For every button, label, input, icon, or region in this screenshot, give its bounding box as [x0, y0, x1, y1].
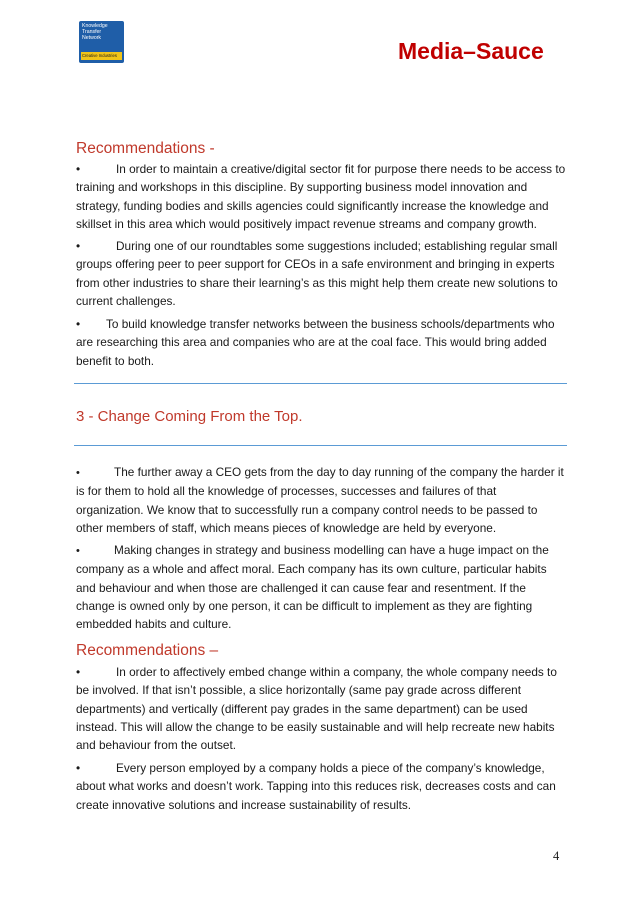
recommendation-1-item-2: [76, 237, 566, 310]
paragraph-text: To build knowledge transfer networks between the business schools/departments who are researching this area and companies who are at the coal face. This would bring added benefit to both.: [76, 317, 555, 368]
paragraph-text: The further away a CEO gets from the day to day running of the company the harder it is for them to hold all the knowledge of processes, successes and failures of that organization. We know that to successfully run a company control needs to be passed to other members of staff, which means pieces of knowledge are held by everyone.: [76, 465, 564, 535]
logo-text: [82, 23, 108, 41]
recommendation-2-item-2: [76, 759, 566, 814]
bullet: •: [76, 545, 80, 557]
recommendation-2-item-1: [76, 663, 566, 754]
recommendation-1-item-1: [76, 160, 566, 233]
bullet: •: [76, 761, 81, 775]
section-divider-bottom: [74, 445, 567, 446]
logo-band: Creative Industries: [81, 52, 122, 60]
recommendations-heading-1: Recommendations -: [76, 140, 215, 157]
section-3-item-2: [76, 541, 566, 633]
paragraph-text: Making changes in strategy and business modelling can have a huge impact on the company as a whole and affect moral. Each company has its own culture, particular habits and behaviour and when those are challenged it can cause fear and resentment. If the change is owned only by one person, it can be difficult to implement as they are fighting embedded habits and culture.: [76, 543, 549, 632]
logo-line-3: Network: [82, 35, 102, 41]
recommendations-heading-2: Recommendations –: [76, 642, 219, 659]
bullet: •: [76, 317, 81, 331]
recommendation-1-item-3: [76, 315, 566, 370]
paragraph-text: During one of our roundtables some suggestions included; establishing regular small groups offering peer to peer support for CEOs in a safe environment and bringing in experts from other industries to share their learning’s as this might help them create new solutions to current challenges.: [76, 239, 558, 308]
knowledge-transfer-network-logo: [79, 21, 124, 63]
section-3-heading: 3 - Change Coming From the Top.: [76, 408, 303, 425]
paragraph-text: Every person employed by a company holds a piece of the company’s knowledge, about what works and doesn’t work. Tapping into this reduces risk, decreases costs and can create innovative solutions and increase sustainability of results.: [76, 761, 556, 812]
paragraph-text: In order to affectively embed change within a company, the whole company needs to be involved. If that isn’t possible, a slice horizontally (same pay grade across different departments) and vertically (different pay grades in the same department) can be used instead. This will allow the change to be easily sustainable and will help recreate new habits and behaviour from the outset.: [76, 665, 557, 753]
brand-title: Media–Sauce: [398, 38, 544, 64]
logo-line-1: Knowledge: [82, 23, 108, 29]
bullet: •: [76, 665, 81, 679]
paragraph-text: In order to maintain a creative/digital sector fit for purpose there needs to be access to training and workshops in this discipline. By supporting business model innovation and strategy, funding bodies and skills agencies could significantly increase the knowledge and skillset in this area which would positively impact revenue streams and company growth.: [76, 162, 566, 231]
bullet: •: [76, 467, 80, 479]
section-3-item-1: [76, 463, 566, 537]
logo-line-2: Transfer: [82, 29, 102, 35]
page-number: 4: [553, 849, 560, 863]
bullet: •: [76, 239, 81, 253]
section-divider-top: [74, 383, 567, 384]
bullet: •: [76, 162, 81, 176]
